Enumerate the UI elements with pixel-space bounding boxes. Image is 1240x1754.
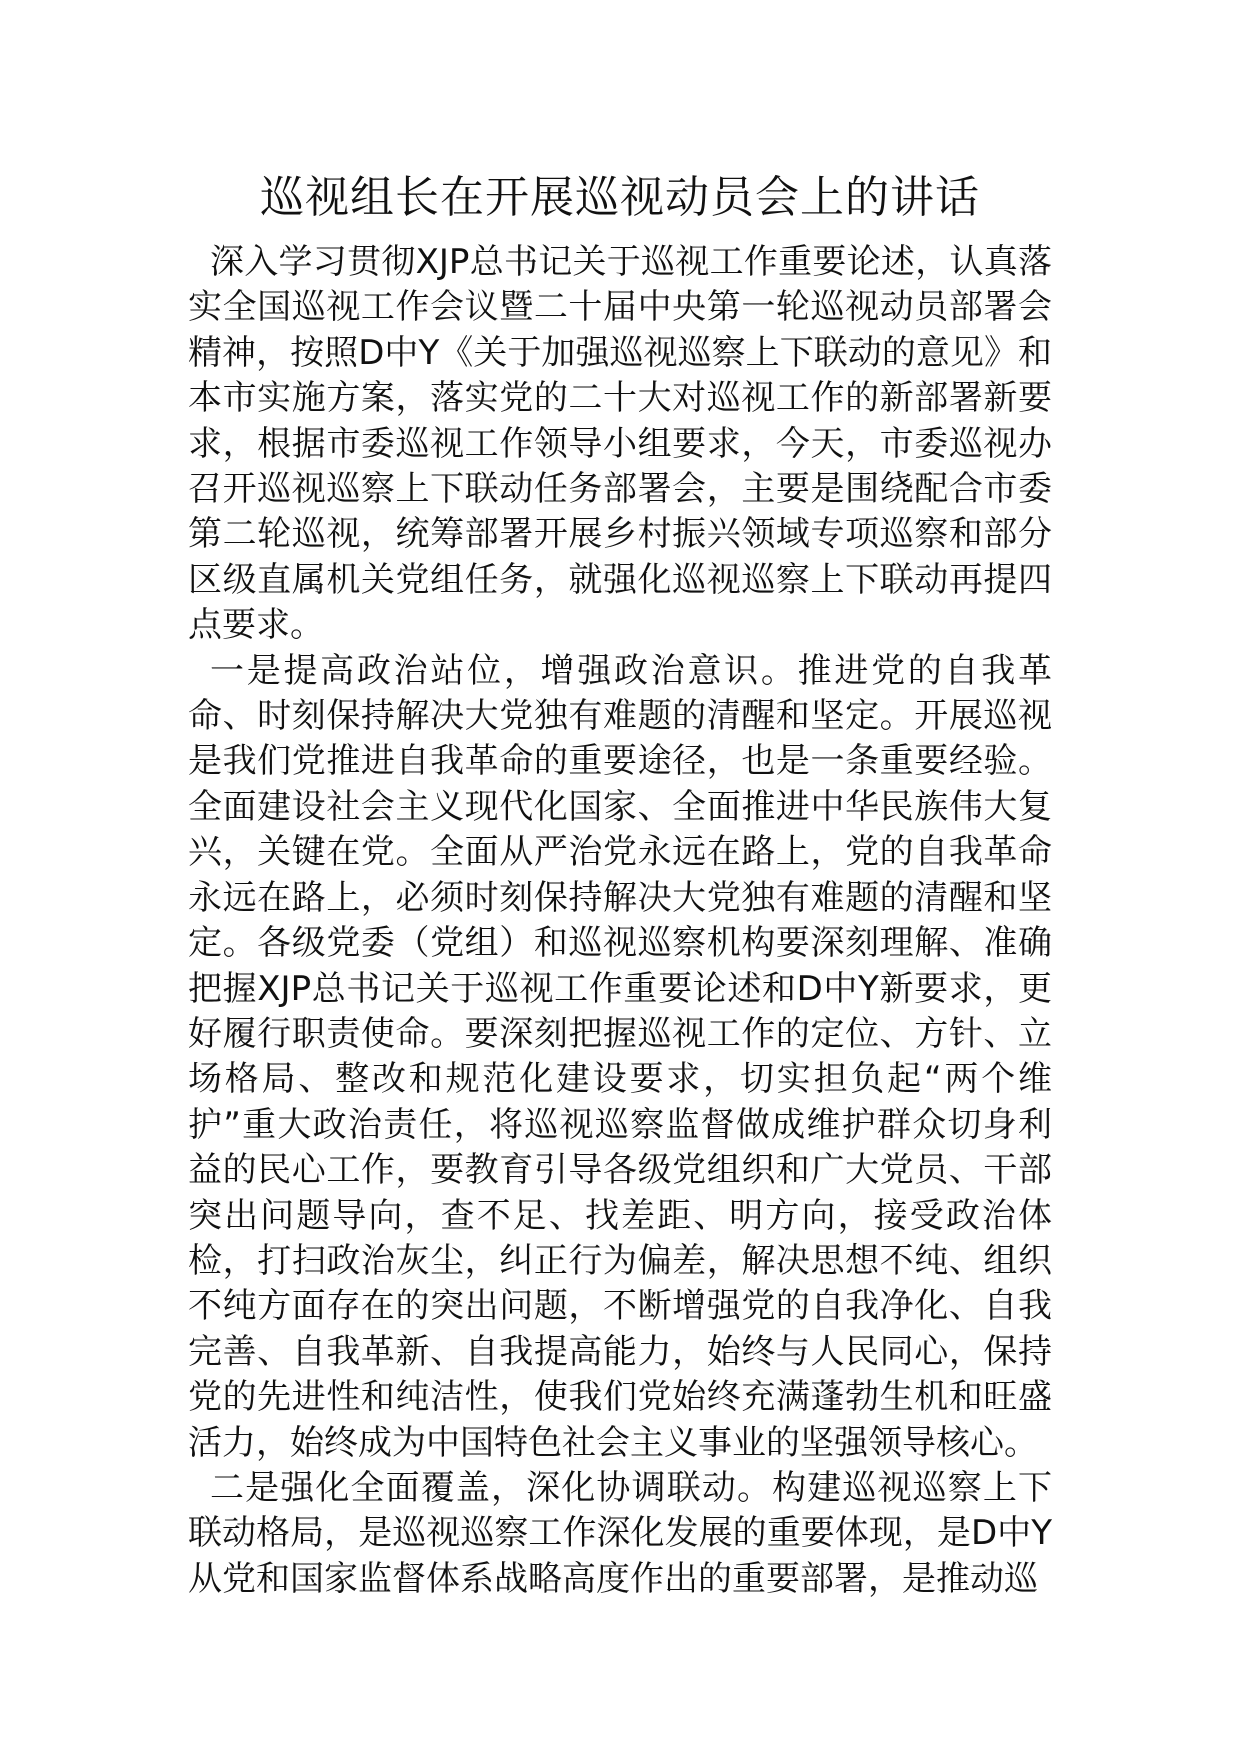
document-body	[188, 240, 1052, 1602]
paragraph-intro: 深入学习贯彻XJP总书记关于巡视工作重要论述，认真落实全国巡视工作会议暨二十届中央第一轮巡视动员部署会精神，按照D中Y《关于加强巡视巡察上下联动的意见》和本市实施方案，落实党的二十大对巡视工作的新部署新要求，根据市委巡视工作领导小组要求，今天，市委巡视办召开巡视巡察上下联动任务部署会，主要是围绕配合市委第二轮巡视，统筹部署开展乡村振兴领域专项巡察和部分区级直属机关党组任务，就强化巡视巡察上下联动再提四点要求。	[188, 242, 1052, 646]
paragraph-point-one: 一是提高政治站位，增强政治意识。推进党的自我革命、时刻保持解决大党独有难题的清醒和坚定。开展巡视是我们党推进自我革命的重要途径，也是一条重要经验。全面建设社会主义现代化国家、全面推进中华民族伟大复兴，关键在党。全面从严治党永远在路上，党的自我革命永远在路上，必须时刻保持解决大党独有难题的清醒和坚定。各级党委（党组）和巡视巡察机构要深刻理解、准确把握XJP总书记关于巡视工作重要论述和D中Y新要求，更好履行职责使命。要深刻把握巡视工作的定位、方针、立场格局、整改和规范化建设要求，切实担负起“两个维护”重大政治责任，将巡视巡察监督做成维护群众切身利益的民心工作，要教育引导各级党组织和广大党员、干部突出问题导向，查不足、找差距、明方向，接受政治体检，打扫政治灰尘，纠正行为偏差，解决思想不纯、组织不纯方面存在的突出问题，不断增强党的自我净化、自我完善、自我革新、自我提高能力，始终与人民同心，保持党的先进性和纯洁性，使我们党始终充满蓬勃生机和旺盛活力，始终成为中国特色社会主义事业的坚强领导核心。	[188, 650, 1052, 1463]
document-title: 巡视组长在开展巡视动员会上的讲话	[260, 172, 980, 223]
paragraph-point-two: 二是强化全面覆盖，深化协调联动。构建巡视巡察上下联动格局，是巡视巡察工作深化发展的重要体现，是D中Y从党和国家监督体系战略高度作出的重要部署，是推动巡	[188, 1467, 1052, 1599]
